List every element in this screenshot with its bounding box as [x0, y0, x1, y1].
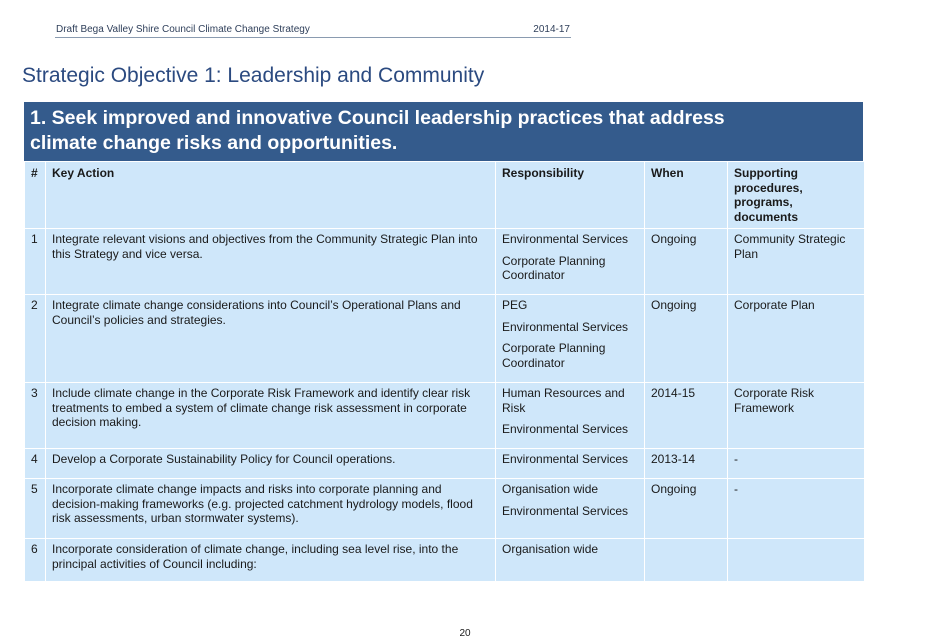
- row-key-action: Incorporate climate change impacts and risks into corporate planning and decision-making frameworks (e.g. projected catchment hydrology models, flood risk assessments, urban stormwater systems).: [46, 479, 496, 539]
- table-row: [25, 295, 865, 383]
- row-supporting: Corporate Plan: [728, 295, 865, 383]
- key-actions-table: [24, 161, 865, 582]
- table-row: [25, 479, 865, 539]
- row-number: 4: [25, 449, 46, 479]
- column-header-key-action: Key Action: [46, 162, 496, 229]
- responsibility-item: Organisation wide: [502, 542, 599, 556]
- running-header: [55, 24, 571, 38]
- row-supporting: -: [728, 479, 865, 539]
- objective-text-line1: 1. Seek improved and innovative Council leadership practices that address: [30, 107, 725, 129]
- row-key-action: Integrate relevant visions and objectives from the Community Strategic Plan into this Strategy and vice versa.: [46, 229, 496, 295]
- responsibility-item: Environmental Services: [502, 319, 629, 334]
- column-header-responsibility: Responsibility: [496, 162, 645, 229]
- row-when: 2014-15: [645, 383, 728, 449]
- row-when: Ongoing: [645, 479, 728, 539]
- row-key-action: Include climate change in the Corporate Risk Framework and identify clear risk treatments to embed a system of climate change risk assessment in corporate decision making.: [46, 383, 496, 449]
- table-header-row: [25, 162, 865, 229]
- row-responsibility: [496, 295, 645, 383]
- row-supporting: -: [728, 449, 865, 479]
- responsibility-item: Organisation wide: [502, 482, 599, 496]
- column-header-supporting: Supporting procedures, programs, documents: [728, 162, 865, 229]
- row-responsibility: [496, 449, 645, 479]
- responsibility-item: Corporate Planning Coordinator: [502, 341, 606, 370]
- responsibility-item: Environmental Services: [502, 422, 629, 436]
- row-when: [645, 539, 728, 582]
- row-key-action: Incorporate consideration of climate change, including sea level rise, into the principal activities of Council including:: [46, 539, 496, 582]
- row-supporting: Community Strategic Plan: [728, 229, 865, 295]
- responsibility-item: Corporate Planning Coordinator: [502, 253, 606, 282]
- responsibility-item: Human Resources and Risk: [502, 386, 625, 415]
- row-number: 1: [25, 229, 46, 295]
- responsibility-item: Environmental Services: [502, 503, 629, 518]
- row-number: 5: [25, 479, 46, 539]
- objective-banner: [24, 102, 863, 161]
- table-row: [25, 229, 865, 295]
- table-row: [25, 383, 865, 449]
- row-number: 6: [25, 539, 46, 582]
- document-title: Draft Bega Valley Shire Council Climate Change Strategy: [56, 24, 310, 35]
- objective-text-line2: climate change risks and opportunities.: [30, 132, 398, 154]
- page-number: 20: [459, 628, 471, 639]
- row-number: 2: [25, 295, 46, 383]
- page-title: Strategic Objective 1: Leadership and Community: [22, 64, 485, 87]
- table-row: [25, 539, 865, 582]
- row-number: 3: [25, 383, 46, 449]
- row-when: Ongoing: [645, 229, 728, 295]
- column-header-when: When: [645, 162, 728, 229]
- responsibility-item: PEG: [502, 298, 528, 312]
- document-period: 2014-17: [533, 24, 570, 35]
- responsibility-item: Environmental Services: [502, 452, 629, 466]
- row-responsibility: [496, 479, 645, 539]
- table-row: [25, 449, 865, 479]
- row-supporting: [728, 539, 865, 582]
- column-header-num: #: [25, 162, 46, 229]
- responsibility-item: Environmental Services: [502, 232, 629, 246]
- row-key-action: Develop a Corporate Sustainability Policy for Council operations.: [46, 449, 496, 479]
- row-responsibility: [496, 539, 645, 582]
- row-responsibility: [496, 229, 645, 295]
- row-supporting: Corporate Risk Framework: [728, 383, 865, 449]
- row-when: 2013-14: [645, 449, 728, 479]
- row-responsibility: [496, 383, 645, 449]
- row-when: Ongoing: [645, 295, 728, 383]
- row-key-action: Integrate climate change considerations into Council’s Operational Plans and Council’s policies and strategies.: [46, 295, 496, 383]
